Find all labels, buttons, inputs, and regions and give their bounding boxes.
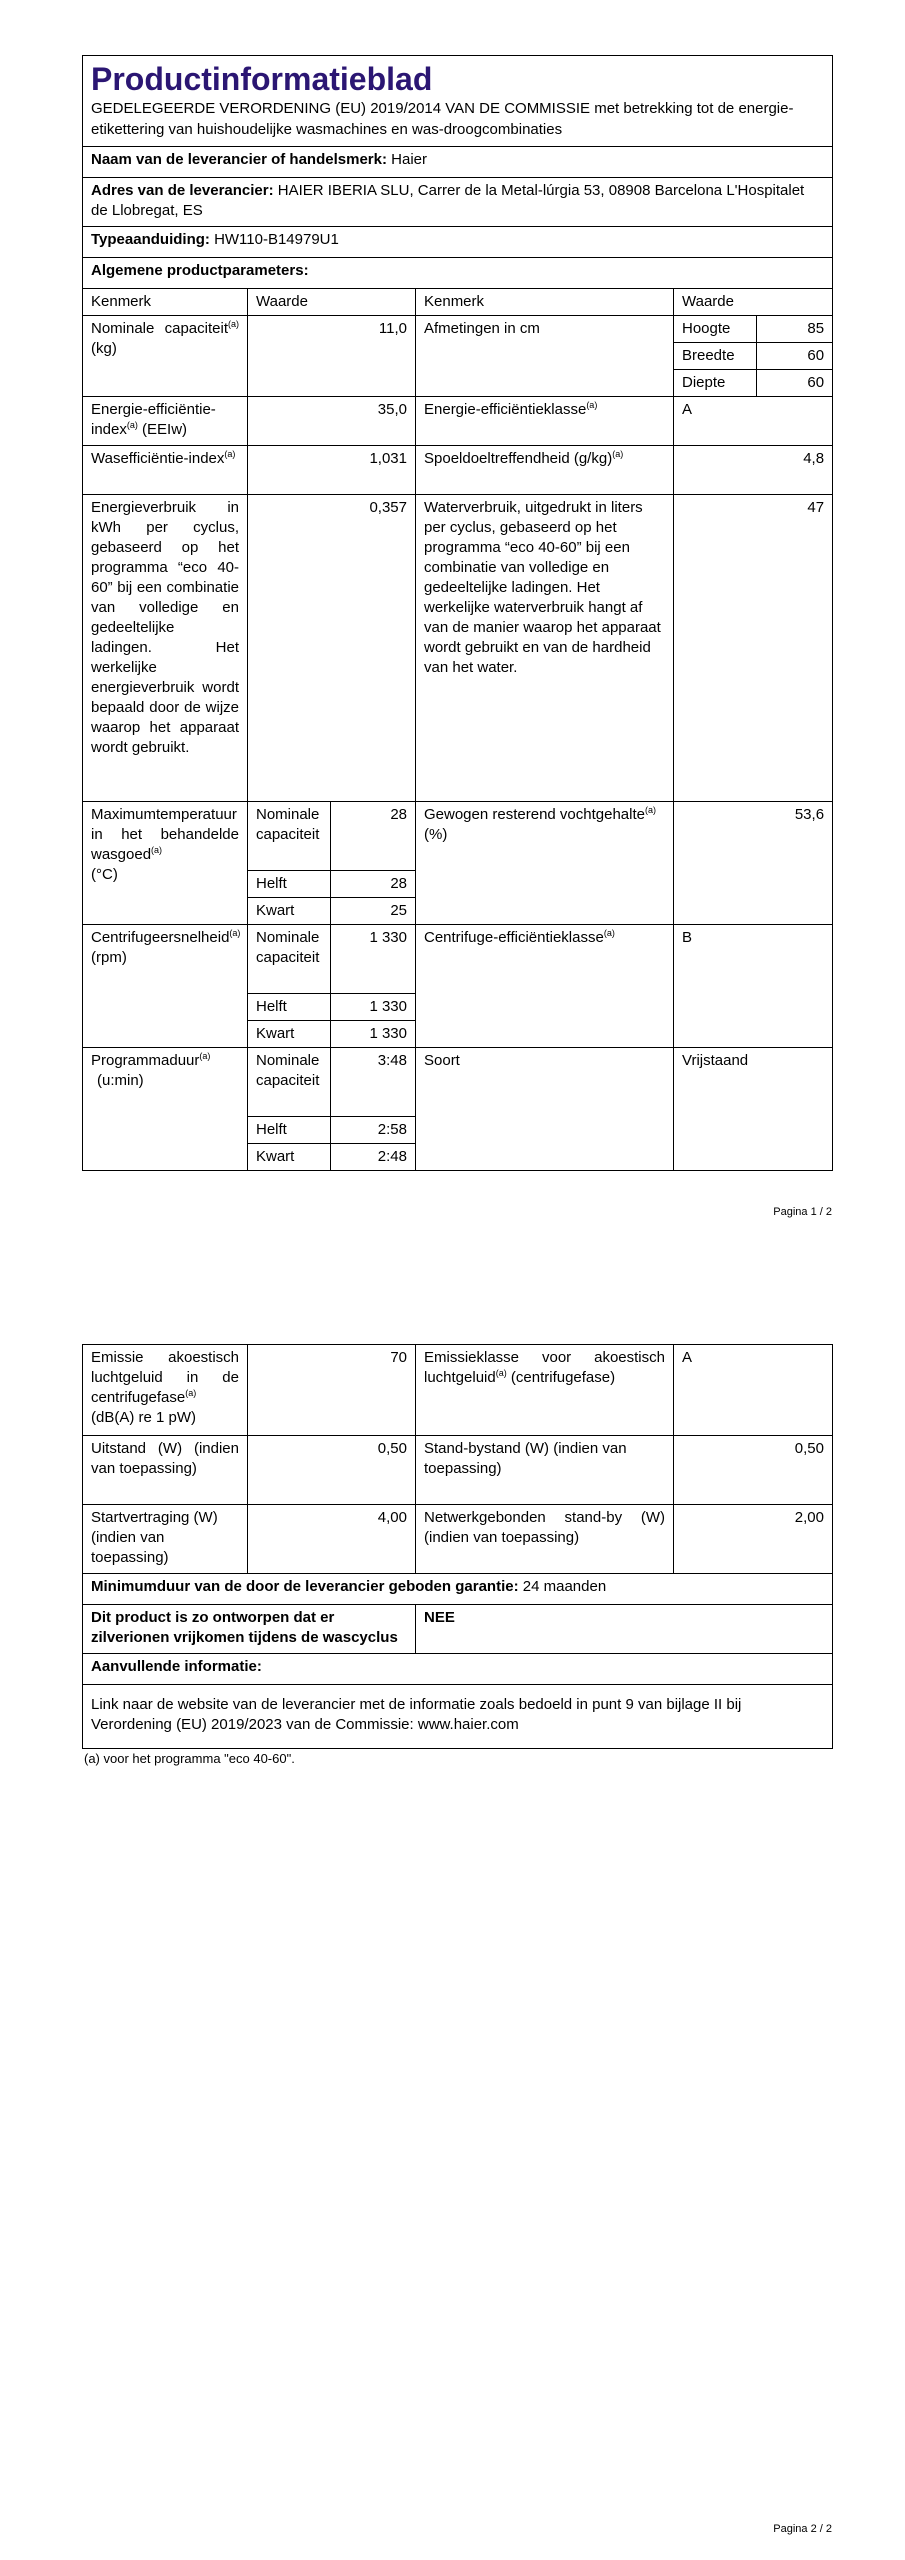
spin-quarter: 1 330 <box>331 1021 416 1048</box>
col-header-waarde: Waarde <box>248 289 416 316</box>
page-1 <box>82 55 832 1171</box>
wash-eff-label: Wasefficiëntie-index <box>91 450 225 467</box>
model-value: HW110-B14979U1 <box>214 231 339 248</box>
delay-start-label: Startvertraging (W) (indien van toepassing) <box>83 1505 248 1574</box>
duration-half: 2:58 <box>331 1117 416 1144</box>
footnote-marker: (a) <box>644 805 656 815</box>
water-use-value: 47 <box>674 495 833 802</box>
spin-class-label-cell <box>416 925 674 1048</box>
col-header-waarde-2: Waarde <box>674 289 833 316</box>
rinse-label-cell <box>416 446 674 495</box>
eei-label-cell <box>83 397 248 446</box>
page-1-number: Pagina 1 / 2 <box>773 1206 832 1218</box>
delay-start-value: 4,00 <box>248 1505 416 1574</box>
spin-label-cell <box>83 925 248 1048</box>
footnote-marker: (a) <box>199 1051 211 1061</box>
width-label: Breedte <box>674 343 757 370</box>
standby-value: 0,50 <box>674 1436 833 1505</box>
supplier-link-row <box>83 1685 833 1749</box>
network-standby-value: 2,00 <box>674 1505 833 1574</box>
capacity-value: 11,0 <box>248 316 416 397</box>
max-temp-nominal: 28 <box>331 802 416 871</box>
model-label: Typeaanduiding: <box>91 231 210 248</box>
duration-quarter: 2:48 <box>331 1144 416 1171</box>
capacity-unit: (kg) <box>91 340 117 357</box>
spin-sub-nominal: Nominale capaciteit <box>248 925 331 994</box>
eei-value: 35,0 <box>248 397 416 446</box>
product-info-table <box>82 55 833 1171</box>
rinse-value: 4,8 <box>674 446 833 495</box>
guarantee-row <box>83 1574 833 1605</box>
spin-nominal: 1 330 <box>331 925 416 994</box>
depth-label: Diepte <box>674 370 757 397</box>
height-label: Hoogte <box>674 316 757 343</box>
energy-use-label: Energieverbruik in kWh per cyclus, gebaseerd op het programma “eco 40-60” bij een combinatie van volledige en gedeeltelijke ladingen. Het werkelijke energieverbruik wordt bepaald door de wijze waarop het apparaat wordt gebruikt. <box>83 495 248 802</box>
spin-sub-half: Helft <box>248 994 331 1021</box>
energy-class-label-cell <box>416 397 674 446</box>
duration-label-cell <box>83 1048 248 1171</box>
footnote-marker: (a) <box>586 400 598 410</box>
noise-class-unit: (centrifugefase) <box>510 1369 616 1386</box>
max-temp-quarter: 25 <box>331 898 416 925</box>
max-temp-label: Maximumtemperatuur in het behandelde wasgoed <box>91 806 239 863</box>
supplier-address-row <box>83 178 833 227</box>
footnote-marker: (a) <box>224 449 236 459</box>
supplier-name-row <box>83 147 833 178</box>
energy-class-value: A <box>674 397 833 446</box>
supplier-address-value: HAIER IBERIA SLU, Carrer de la Metal-lúrgia 53, 08908 Barcelona L'Hospitalet de Llobregat, ES <box>91 182 805 219</box>
off-mode-label: Uitstand (W) (indien van toepassing) <box>83 1436 248 1505</box>
noise-unit: (dB(A) re 1 pW) <box>91 1409 197 1426</box>
footnote: (a) voor het programma "eco 40-60". <box>84 1751 295 1766</box>
moisture-unit: (%) <box>424 826 448 843</box>
supplier-website-link[interactable]: www.haier.com <box>417 1716 519 1733</box>
height-value: 85 <box>757 316 833 343</box>
spin-class-label: Centrifuge-efficiëntieklasse <box>424 929 604 946</box>
eei-label: Energie-efficiëntie-index <box>91 401 216 438</box>
max-temp-sub-quarter: Kwart <box>248 898 331 925</box>
max-temp-label-cell <box>83 802 248 925</box>
spin-unit: (rpm) <box>91 949 127 966</box>
appliance-kind-label: Soort <box>416 1048 674 1171</box>
capacity-label: Nominale capaciteit <box>91 320 228 337</box>
off-mode-value: 0,50 <box>248 1436 416 1505</box>
col-header-kenmerk-2: Kenmerk <box>416 289 674 316</box>
spin-sub-quarter: Kwart <box>248 1021 331 1048</box>
spin-label: Centrifugeersnelheid <box>91 929 230 946</box>
general-params-heading: Algemene productparameters: <box>83 258 833 289</box>
max-temp-half: 28 <box>331 871 416 898</box>
noise-label-cell <box>83 1345 248 1436</box>
standby-label: Stand-bystand (W) (indien van toepassing) <box>416 1436 674 1505</box>
duration-nominal: 3:48 <box>331 1048 416 1117</box>
spin-half: 1 330 <box>331 994 416 1021</box>
width-value: 60 <box>757 343 833 370</box>
additional-info-heading: Aanvullende informatie: <box>83 1654 833 1685</box>
supplier-address-label: Adres van de leverancier: <box>91 182 274 199</box>
supplier-name-label: Naam van de leverancier of handelsmerk: <box>91 151 387 168</box>
regulation-subtitle: GEDELEGEERDE VERORDENING (EU) 2019/2014 VAN DE COMMISSIE met betrekking tot de energie-etikettering van huishoudelijke wasmachines en was-droogcombinaties <box>91 100 794 138</box>
noise-class-label-cell <box>416 1345 674 1436</box>
noise-value: 70 <box>248 1345 416 1436</box>
capacity-label-cell <box>83 316 248 397</box>
max-temp-unit: (°C) <box>91 866 118 883</box>
footnote-marker: (a) <box>228 319 239 329</box>
wash-eff-label-cell <box>83 446 248 495</box>
appliance-kind-value: Vrijstaand <box>674 1048 833 1171</box>
max-temp-sub-half: Helft <box>248 871 331 898</box>
spin-class-value: B <box>674 925 833 1048</box>
footnote-marker: (a) <box>603 928 615 938</box>
footnote-marker: (a) <box>229 928 241 938</box>
moisture-label-cell <box>416 802 674 925</box>
moisture-value: 53,6 <box>674 802 833 925</box>
wash-eff-value: 1,031 <box>248 446 416 495</box>
col-header-kenmerk: Kenmerk <box>83 289 248 316</box>
header-cell <box>83 56 833 147</box>
moisture-label: Gewogen resterend vochtgehalte <box>424 806 645 823</box>
rinse-label: Spoeldoeltreffendheid (g/kg) <box>424 450 613 467</box>
water-use-label: Waterverbruik, uitgedrukt in liters per cyclus, gebaseerd op het programma “eco 40-60” bij een combinatie van volledige en gedeeltelijke ladingen. Het werkelijke waterverbruik hangt af van de manier waarop het apparaat wordt gebruikt en van de hardheid van het water. <box>416 495 674 802</box>
duration-sub-nominal: Nominale capaciteit <box>248 1048 331 1117</box>
footnote-marker: (a) <box>126 420 138 430</box>
noise-label: Emissie akoestisch luchtgeluid in de centrifugefase <box>91 1349 239 1406</box>
page-2 <box>82 1344 832 1749</box>
noise-class-label: Emissieklasse voor akoestisch luchtgeluid <box>424 1349 665 1386</box>
network-standby-label: Netwerkgebonden stand-by (W) (indien van toepassing) <box>416 1505 674 1574</box>
silver-ions-label: Dit product is zo ontworpen dat er zilverionen vrijkomen tijdens de wascyclus <box>83 1605 416 1654</box>
supplier-name-value: Haier <box>391 151 427 168</box>
product-info-table-2 <box>82 1344 833 1749</box>
model-row <box>83 227 833 258</box>
max-temp-sub-nominal: Nominale capaciteit <box>248 802 331 871</box>
duration-sub-quarter: Kwart <box>248 1144 331 1171</box>
footnote-marker: (a) <box>495 1368 507 1378</box>
eei-unit: (EEIw) <box>142 421 188 438</box>
noise-class-value: A <box>674 1345 833 1436</box>
energy-class-label: Energie-efficiëntieklasse <box>424 401 587 418</box>
footnote-marker: (a) <box>612 449 624 459</box>
footnote-marker: (a) <box>185 1388 197 1398</box>
silver-ions-value: NEE <box>416 1605 833 1654</box>
energy-use-value: 0,357 <box>248 495 416 802</box>
guarantee-label: Minimumduur van de door de leverancier geboden garantie: <box>91 1578 519 1595</box>
duration-label: Programmaduur <box>91 1052 200 1069</box>
depth-value: 60 <box>757 370 833 397</box>
duration-sub-half: Helft <box>248 1117 331 1144</box>
dimensions-label: Afmetingen in cm <box>416 316 674 397</box>
page-2-number: Pagina 2 / 2 <box>773 2523 832 2535</box>
column-header-row <box>83 289 833 316</box>
supplier-link-text: Link naar de website van de leverancier met de informatie zoals bedoeld in punt 9 van bijlage II bij Verordening (EU) 2019/2023 van de Commissie: <box>91 1696 742 1733</box>
guarantee-value: 24 maanden <box>522 1578 607 1595</box>
duration-unit: (u:min) <box>97 1072 144 1089</box>
footnote-marker: (a) <box>151 845 163 855</box>
page-title: Productinformatieblad <box>91 61 433 97</box>
